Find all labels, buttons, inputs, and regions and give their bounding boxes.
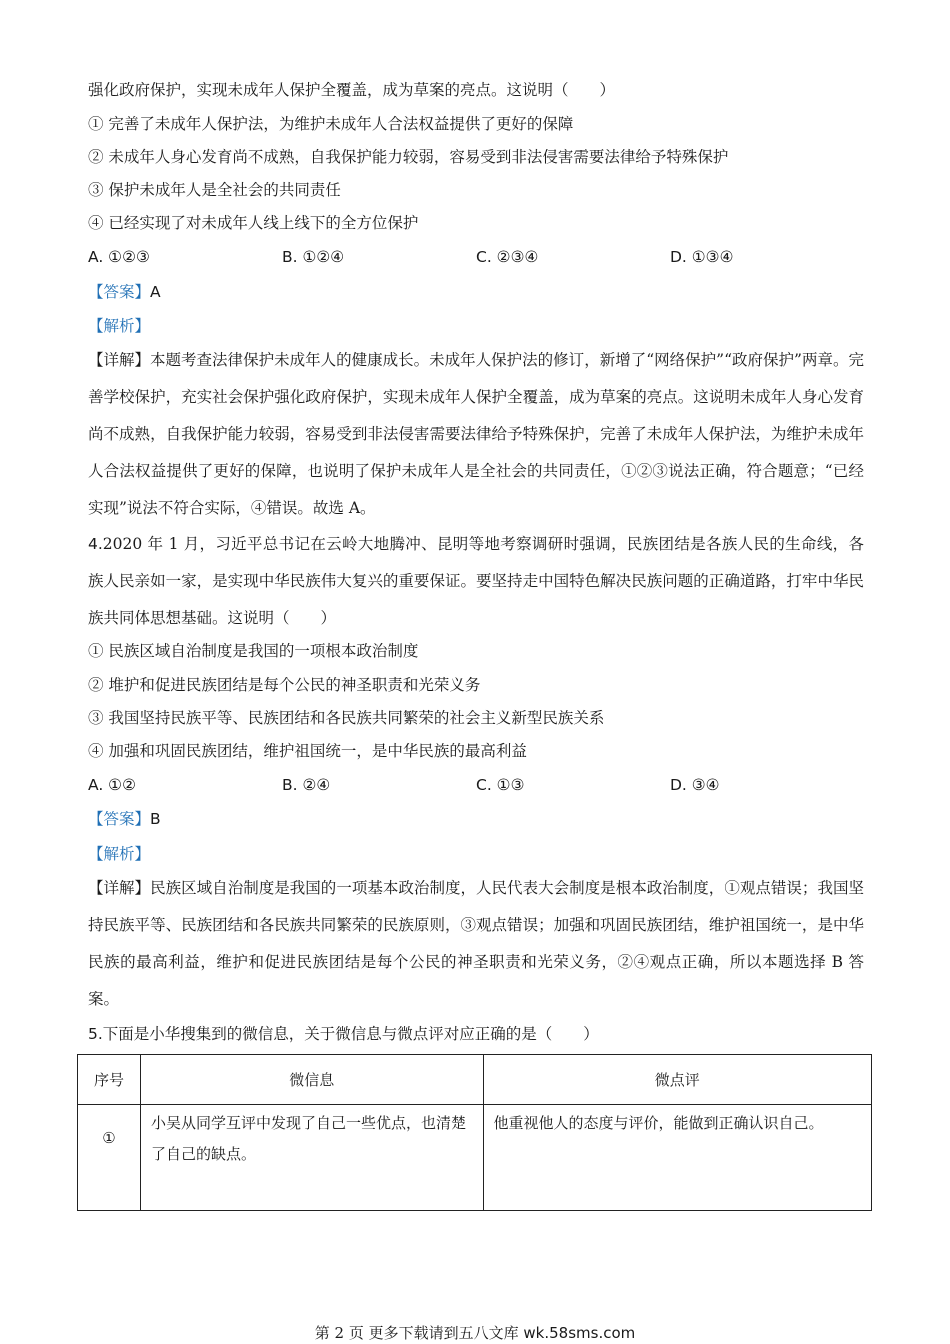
page-footer: [0, 1322, 950, 1343]
q3-statement-2: ② 未成年人身心发育尚不成熟，自我保护能力较弱，容易受到非法侵害需要法律给予特殊保护: [88, 148, 729, 166]
q4-option-d: D. ③④: [670, 776, 720, 794]
analysis-tag: 【解析】: [88, 317, 151, 335]
table-header: 序号: [78, 1055, 141, 1105]
analysis-tag: 【解析】: [88, 845, 151, 863]
q3-statement-1: ① 完善了未成年人保护法，为维护未成年人合法权益提供了更好的保障: [88, 115, 574, 133]
question-stem: 2020 年 1 月，习近平总书记在云岭大地腾冲、昆明等地考察调研时强调，民族团结是各族人民的生命线，各族人民亲如一家，是实现中华民族伟大复兴的重要保证。要坚持走中国特色解决民族问题的正确道路，打牢中华民族共同体思想基础。这说明（ ）: [88, 535, 864, 627]
q5-stem: [88, 1024, 599, 1044]
q4-option-b: B. ②④: [282, 776, 331, 794]
q4-statement-3: ③ 我国坚持民族平等、民族团结和各民族共同繁荣的社会主义新型民族关系: [88, 709, 605, 727]
footer-text: 第 2 页 更多下载请到五八文库: [314, 1324, 519, 1342]
q4-stem: [88, 526, 864, 637]
detail-tag: 【详解】: [88, 879, 151, 897]
q3-statement-4: ④ 已经实现了对未成年人线上线下的全方位保护: [88, 214, 419, 232]
answer-value: A: [150, 283, 161, 301]
q3-detail: [88, 342, 864, 527]
q3-answer: [88, 282, 161, 302]
answer-tag: 【答案】: [88, 810, 151, 828]
table-cell: 他重视他人的态度与评价，能做到正确认识自己。: [483, 1105, 872, 1211]
table-header-row: [78, 1055, 872, 1105]
answer-value: B: [150, 810, 161, 828]
table-header: 微信息: [140, 1055, 483, 1105]
table-header: 微点评: [483, 1055, 872, 1105]
q4-analysis: [88, 844, 150, 864]
q5-table: [77, 1054, 872, 1211]
q3-statement-3: ③ 保护未成年人是全社会的共同责任: [88, 181, 341, 199]
question-number: 4.: [88, 535, 103, 553]
q3-option-c: C. ②③④: [476, 248, 539, 266]
q4-statement-1: ① 民族区域自治制度是我国的一项根本政治制度: [88, 642, 419, 660]
q4-statement-2: ② 堆护和促进民族团结是每个公民的神圣职责和光荣义务: [88, 676, 481, 694]
q3-stem-tail: 强化政府保护，实现未成年人保护全覆盖，成为草案的亮点。这说明（ ）: [88, 81, 616, 99]
q3-option-b: B. ①②④: [282, 248, 345, 266]
q3-option-a: A. ①②③: [88, 248, 150, 266]
question-number: 5.: [88, 1025, 103, 1043]
footer-link[interactable]: wk.58sms.com: [523, 1324, 636, 1342]
answer-tag: 【答案】: [88, 283, 151, 301]
q4-option-c: C. ①③: [476, 776, 525, 794]
table-cell: 小吴从同学互评中发现了自己一些优点，也清楚了自己的缺点。: [140, 1105, 483, 1211]
q4-statement-4: ④ 加强和巩固民族团结，维护祖国统一，是中华民族的最高利益: [88, 742, 527, 760]
q4-detail: [88, 870, 864, 1018]
question-stem: 下面是小华搜集到的微信息，关于微信息与微点评对应正确的是（ ）: [102, 1025, 599, 1043]
q4-answer: [88, 809, 161, 829]
q3-option-d: D. ①③④: [670, 248, 734, 266]
table-row: [78, 1105, 872, 1211]
q4-option-a: A. ①②: [88, 776, 136, 794]
table-cell: ①: [78, 1105, 141, 1211]
detail-text: 本题考查法律保护未成年人的健康成长。未成年人保护法的修订，新增了“网络保护”“政府保护”两章。完善学校保护，充实社会保护强化政府保护，实现未成年人保护全覆盖，成为草案的亮点。这说明未成年人身心发育尚不成熟，自我保护能力较弱，容易受到非法侵害需要法律给予特殊保护，完善了未成年人保护法，为维护未成年人合法权益提供了更好的保障，也说明了保护未成年人是全社会的共同责任，①②③说法正确，符合题意；“已经实现”说法不符合实际，④错误。故选 A。: [88, 351, 864, 517]
detail-text: 民族区域自治制度是我国的一项基本政治制度，人民代表大会制度是根本政治制度，①观点错误；我国坚持民族平等、民族团结和各民族共同繁荣的民族原则，③观点错误；加强和巩固民族团结，维护祖国统一，是中华民族的最高利益，维护和促进民族团结是每个公民的神圣职责和光荣义务，②④观点正确，所以本题选择 B 答案。: [88, 879, 864, 1008]
q3-analysis: [88, 316, 150, 336]
detail-tag: 【详解】: [88, 351, 151, 369]
